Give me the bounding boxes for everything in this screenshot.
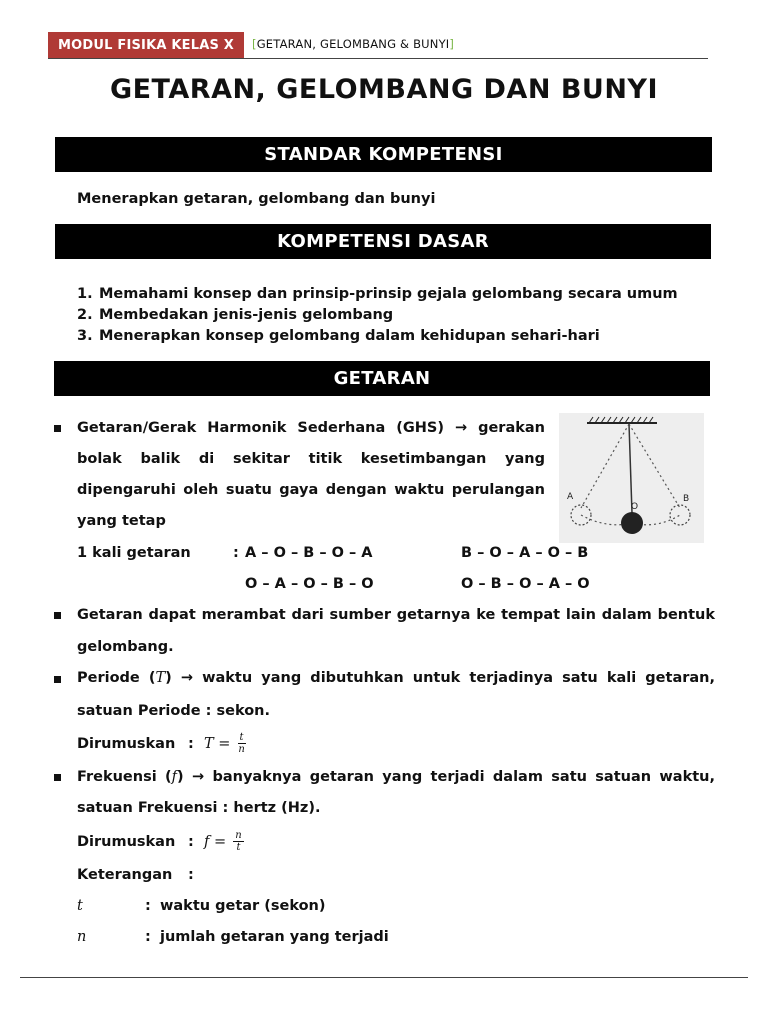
module-subtitle: [GETARAN, GELOMBANG & BUNYI] [252, 37, 455, 51]
bullet-icon [54, 425, 61, 432]
bullet-icon [54, 774, 61, 781]
keterangan-row: n [77, 929, 87, 945]
keterangan-row: t [77, 898, 83, 914]
sequence-4: O – B – O – A – O [461, 576, 590, 592]
ghs-line: dipengaruhi oleh suatu gaya dengan waktu perulangan [77, 482, 545, 498]
ghs-line: Getaran/Gerak Harmonik Sederhana (GHS) → gerakan [77, 420, 545, 436]
section-bar-getaran [54, 361, 710, 396]
section-bar-kompetensi-dasar [55, 224, 711, 259]
label-o: O [631, 502, 639, 512]
sequence-3: O – A – O – B – O [245, 576, 374, 592]
module-badge [48, 32, 244, 58]
standar-kompetensi-text: Menerapkan getaran, gelombang dan bunyi [77, 191, 436, 207]
kompetensi-dasar-list [77, 285, 678, 348]
sequence-1: A – O – B – O – A [245, 545, 373, 561]
rambat-line: gelombang. [77, 639, 174, 655]
ghs-line: bolak balik di sekitar titik kesetimbangan yang [77, 451, 545, 467]
keterangan-label: Keterangan [77, 867, 173, 883]
frekuensi-line: Frekuensi (f) → banyaknya getaran yang terjadi dalam satu satuan waktu, [77, 769, 715, 785]
bullet-icon [54, 676, 61, 683]
ghs-line: yang tetap [77, 513, 166, 529]
keterangan-row-colon: : [145, 929, 151, 945]
header-divider [48, 58, 708, 59]
satu-kali-colon: : [233, 545, 239, 561]
periode-rumus-label: Dirumuskan [77, 736, 176, 752]
list-item: 1. Memahami konsep dan prinsip-prinsip gejala gelombang secara umum [77, 286, 678, 302]
frekuensi-rumus-colon: : [188, 834, 194, 850]
list-item: 3. Menerapkan konsep gelombang dalam kehidupan sehari-hari [77, 328, 600, 344]
bullet-icon [54, 612, 61, 619]
section-heading: KOMPETENSI DASAR [277, 231, 489, 252]
label-b: B [683, 494, 690, 504]
page-title: GETARAN, GELOMBANG DAN BUNYI [109, 74, 659, 105]
keterangan-row-colon: : [145, 898, 151, 914]
section-bar-standar-kompetensi [55, 137, 712, 172]
periode-line: Periode (T) → waktu yang dibutuhkan untuk terjadinya satu kali getaran, [77, 670, 715, 686]
frekuensi-formula: f = $\frac{n}{t}$ [204, 830, 242, 853]
rambat-line: Getaran dapat merambat dari sumber getarnya ke tempat lain dalam bentuk [77, 607, 715, 623]
periode-unit: satuan Periode : sekon. [77, 703, 270, 719]
periode-formula: T = $\frac{t}{n}$ [204, 732, 245, 755]
keterangan-row-desc: jumlah getaran yang terjadi [160, 929, 389, 945]
frekuensi-rumus-label: Dirumuskan [77, 834, 176, 850]
frekuensi-unit: satuan Frekuensi : hertz (Hz). [77, 800, 321, 816]
section-heading: STANDAR KOMPETENSI [264, 144, 503, 165]
pendulum-icon [559, 413, 704, 543]
periode-rumus-colon: : [188, 736, 194, 752]
footer-divider [20, 977, 748, 978]
sequence-2: B – O – A – O – B [461, 545, 589, 561]
pendulum-figure [559, 413, 704, 543]
keterangan-colon: : [188, 867, 194, 883]
section-heading: GETARAN [333, 368, 431, 389]
keterangan-row-desc: waktu getar (sekon) [160, 898, 326, 914]
module-subtitle-text: GETARAN, GELOMBANG & BUNYI [256, 37, 450, 51]
module-badge-label: MODUL FISIKA KELAS X [58, 37, 234, 53]
label-a: A [567, 492, 574, 502]
satu-kali-label: 1 kali getaran [77, 545, 191, 561]
list-item: 2. Membedakan jenis-jenis gelombang [77, 307, 394, 323]
